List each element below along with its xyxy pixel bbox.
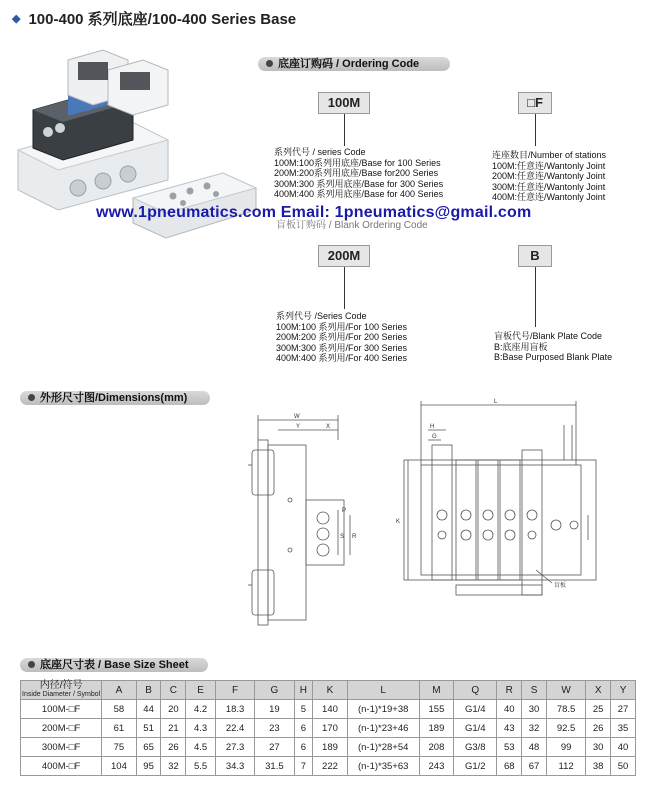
table-cell-s: 30 — [522, 700, 547, 719]
table-cell-r: 68 — [497, 757, 522, 776]
table-cell-s: 32 — [522, 719, 547, 738]
header-cell-q: Q — [454, 681, 497, 700]
station-line: 300M:任意连/Wantonly Joint — [492, 181, 606, 192]
table-cell-x: 26 — [586, 719, 611, 738]
dim-label-x: X — [326, 424, 331, 430]
station-line: 连座数目/Number of stations — [492, 150, 607, 160]
header-cell-y: Y — [611, 681, 636, 700]
table-cell-y: 50 — [611, 757, 636, 776]
row-model-cell: 100M-□F — [21, 700, 102, 719]
table-cell-l: (n-1)*19+38 — [347, 700, 419, 719]
station-line: 400M:任意连/Wantonly Joint — [492, 192, 606, 202]
bullet-dot-icon — [266, 60, 273, 67]
row-model-cell: 200M-□F — [21, 719, 102, 738]
watermark-contact: www.1pneumatics.com Email: 1pneumatics@gmail.com — [96, 204, 532, 221]
table-cell-y: 27 — [611, 700, 636, 719]
table-cell-y: 35 — [611, 719, 636, 738]
table-cell-w: 112 — [546, 757, 585, 776]
blank-series-info — [276, 311, 407, 364]
blank-plate-info — [494, 331, 612, 363]
front-view-drawing — [396, 395, 606, 640]
table-cell-q: G1/2 — [454, 757, 497, 776]
dim-label-y: Y — [296, 424, 301, 430]
table-cell-k: 222 — [313, 757, 347, 776]
bullet-dot-icon — [28, 661, 35, 668]
base-station-code-box: □F — [518, 92, 552, 114]
table-cell-g: 23 — [255, 719, 294, 738]
blank-series-line: 400M:400 系列用/For 400 Series — [276, 353, 408, 363]
table-cell-f: 22.4 — [215, 719, 254, 738]
base-series-line: 400M:400 系列用底座/Base for 400 Series — [274, 189, 444, 199]
dim-label-blank: 盲板 — [554, 583, 567, 589]
base-station-leader-line — [535, 114, 536, 146]
table-cell-r: 43 — [497, 719, 522, 738]
table-row — [21, 757, 636, 776]
table-cell-f: 34.3 — [215, 757, 254, 776]
base-series-line: 300M:300 系列用底座/Base for 300 Series — [274, 178, 444, 189]
size-sheet-header: 底座尺寸表 / Base Size Sheet — [20, 658, 208, 672]
dim-label-r: R — [352, 534, 357, 540]
header-cell-m: M — [419, 681, 453, 700]
diamond-bullet-icon: ◆ — [12, 13, 21, 25]
row-model-cell: 400M-□F — [21, 757, 102, 776]
table-cell-s: 48 — [522, 738, 547, 757]
table-cell-k: 170 — [313, 719, 347, 738]
table-cell-y: 40 — [611, 738, 636, 757]
header-cell-k: K — [313, 681, 347, 700]
base-series-leader-line — [344, 114, 345, 146]
header-cell-h: H — [294, 681, 313, 700]
station-line: 200M:任意连/Wantonly Joint — [492, 171, 606, 181]
base-series-line: 系列代号 / series Code — [274, 147, 366, 157]
station-line: 100M:任意连/Wantonly Joint — [492, 160, 606, 171]
table-cell-l: (n-1)*28+54 — [347, 738, 419, 757]
table-cell-f: 27.3 — [215, 738, 254, 757]
table-cell-m: 243 — [419, 757, 453, 776]
dim-label-l: L — [494, 399, 498, 405]
table-cell-q: G1/4 — [454, 719, 497, 738]
ordering-code-header: 底座订购码 / Ordering Code — [258, 57, 450, 71]
dim-label-h: H — [430, 424, 435, 430]
header-cell-c: C — [161, 681, 186, 700]
blank-series-line: 系列代号 /Series Code — [276, 311, 367, 321]
table-cell-h: 5 — [294, 700, 313, 719]
table-cell-g: 27 — [255, 738, 294, 757]
header-cell-b: B — [136, 681, 161, 700]
table-cell-x: 30 — [586, 738, 611, 757]
blank-series-line: 200M:200 系列用/For 200 Series — [276, 332, 408, 342]
base-station-info — [492, 150, 606, 203]
table-header-row — [21, 681, 636, 700]
table-cell-m: 189 — [419, 719, 453, 738]
table-cell-b: 44 — [136, 700, 161, 719]
header-cell-r: R — [497, 681, 522, 700]
table-cell-r: 40 — [497, 700, 522, 719]
table-cell-c: 32 — [161, 757, 186, 776]
header-cell-diameter: 内径/符号 Inside Diameter / Symbol — [22, 680, 101, 698]
base-series-code-box: 100M — [318, 92, 370, 114]
header-cell-a: A — [102, 681, 136, 700]
table-cell-m: 155 — [419, 700, 453, 719]
dim-label-g: G — [432, 434, 437, 440]
table-cell-e: 4.2 — [186, 700, 216, 719]
bullet-dot-icon — [28, 394, 35, 401]
table-cell-l: (n-1)*23+46 — [347, 719, 419, 738]
table-cell-h: 6 — [294, 738, 313, 757]
dim-label-k: K — [396, 519, 401, 525]
header-cell-e: E — [186, 681, 216, 700]
table-cell-e: 4.3 — [186, 719, 216, 738]
blank-plate-code-box: B — [518, 245, 552, 267]
table-cell-k: 189 — [313, 738, 347, 757]
blank-ordering-code-header: 盲板订购码 / Blank Ordering Code — [276, 220, 428, 231]
header-cell-g: G — [255, 681, 294, 700]
table-cell-a: 61 — [102, 719, 136, 738]
table-cell-b: 65 — [136, 738, 161, 757]
table-cell-q: G3/8 — [454, 738, 497, 757]
table-cell-b: 95 — [136, 757, 161, 776]
table-row — [21, 738, 636, 757]
table-cell-x: 38 — [586, 757, 611, 776]
base-series-info — [274, 147, 443, 200]
table-cell-q: G1/4 — [454, 700, 497, 719]
plate-line: B:Base Purposed Blank Plate — [494, 352, 613, 362]
page-title — [12, 8, 296, 29]
plate-line: B:底座用盲板 — [494, 341, 548, 352]
header-cell-w: W — [546, 681, 585, 700]
header-cell-s: S — [522, 681, 547, 700]
table-cell-f: 18.3 — [215, 700, 254, 719]
plate-line: 盲板代号/Blank Plate Code — [494, 331, 603, 341]
page-title-text: 100-400 系列底座/100-400 Series Base — [28, 11, 297, 28]
header-cell-l: L — [347, 681, 419, 700]
table-cell-x: 25 — [586, 700, 611, 719]
dim-label-w: W — [294, 414, 300, 420]
table-row — [21, 719, 636, 738]
table-body — [21, 700, 636, 776]
dim-label-p: P — [342, 508, 347, 514]
table-cell-a: 58 — [102, 700, 136, 719]
dim-label-s: S — [340, 534, 345, 540]
table-cell-w: 99 — [546, 738, 585, 757]
row-model-cell: 300M-□F — [21, 738, 102, 757]
base-size-table — [20, 680, 636, 776]
table-cell-k: 140 — [313, 700, 347, 719]
table-cell-w: 78.5 — [546, 700, 585, 719]
header-cell-f: F — [215, 681, 254, 700]
blank-series-line: 300M:300 系列用/For 300 Series — [276, 342, 408, 353]
table-cell-a: 75 — [102, 738, 136, 757]
base-series-line: 200M:200系列用底座/Base for200 Series — [274, 168, 439, 178]
table-cell-c: 21 — [161, 719, 186, 738]
table-cell-c: 26 — [161, 738, 186, 757]
table-cell-h: 6 — [294, 719, 313, 738]
table-row — [21, 700, 636, 719]
table-cell-e: 5.5 — [186, 757, 216, 776]
table-cell-g: 19 — [255, 700, 294, 719]
table-cell-a: 104 — [102, 757, 136, 776]
table-cell-m: 208 — [419, 738, 453, 757]
table-cell-e: 4.5 — [186, 738, 216, 757]
table-cell-g: 31.5 — [255, 757, 294, 776]
blank-series-leader-line — [344, 267, 345, 309]
header-cell-x: X — [586, 681, 611, 700]
blank-series-code-box: 200M — [318, 245, 370, 267]
dimensions-header: 外形尺寸图/Dimensions(mm) — [20, 391, 210, 405]
base-series-line: 100M:100系列用底座/Base for 100 Series — [274, 157, 441, 168]
table-cell-c: 20 — [161, 700, 186, 719]
table-cell-l: (n-1)*35+63 — [347, 757, 419, 776]
table-cell-s: 67 — [522, 757, 547, 776]
table-cell-b: 51 — [136, 719, 161, 738]
table-cell-r: 53 — [497, 738, 522, 757]
table-cell-w: 92.5 — [546, 719, 585, 738]
blank-series-line: 100M:100 系列用/For 100 Series — [276, 321, 408, 332]
table-cell-h: 7 — [294, 757, 313, 776]
blank-plate-leader-line — [535, 267, 536, 327]
side-view-drawing — [238, 410, 368, 640]
